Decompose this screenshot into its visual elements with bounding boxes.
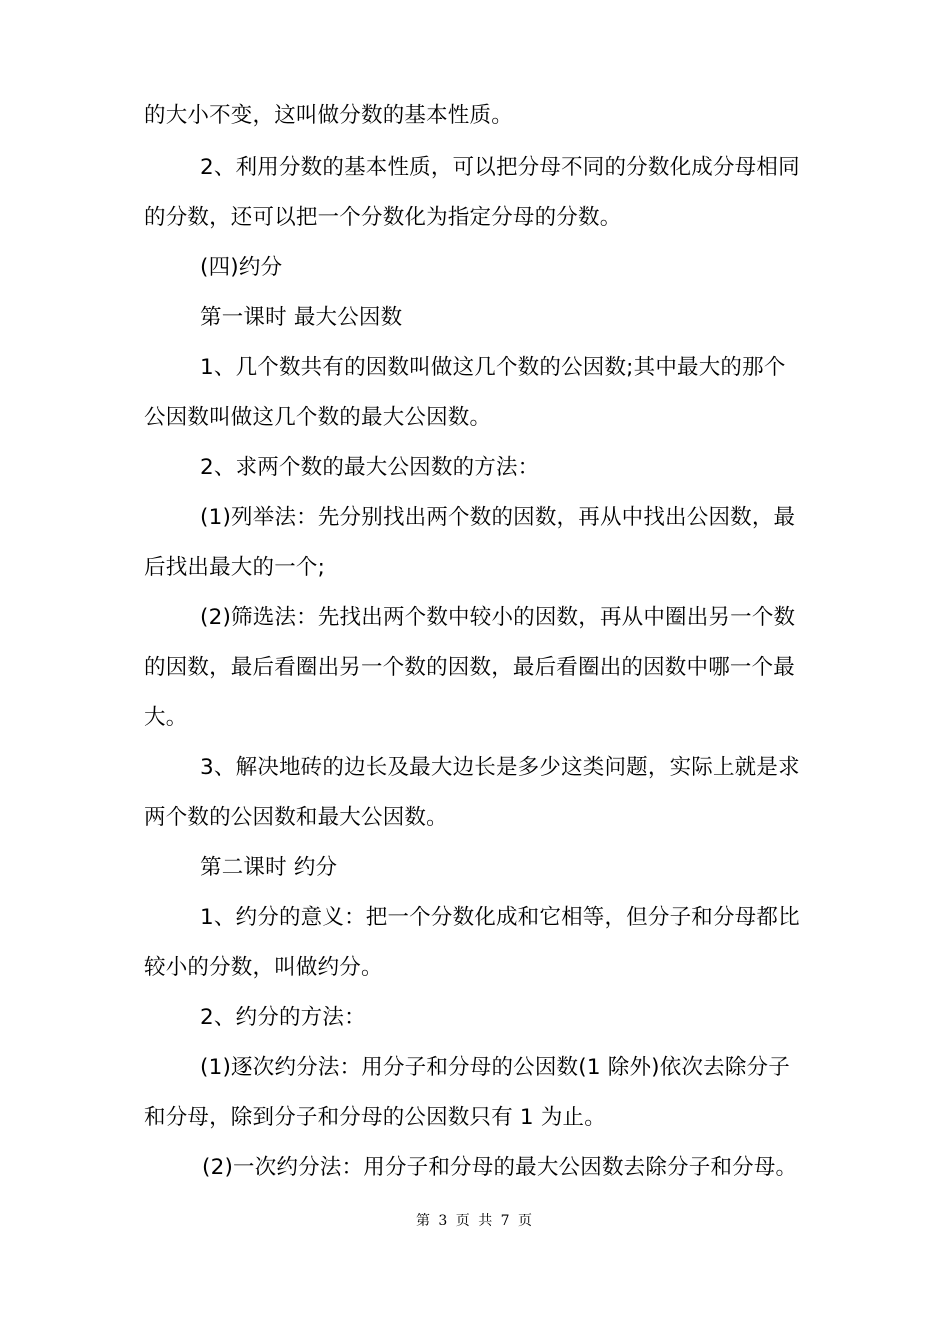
text-line: 1、约分的意义：把一个分数化成和它相等，但分子和分母都比 [200,905,800,930]
text-line: 公因数叫做这几个数的最大公因数。 [144,405,492,430]
lesson-heading: 第二课时 约分 [200,855,338,880]
text-line: 较小的分数，叫做约分。 [144,955,383,980]
lesson-heading: 第一课时 最大公因数 [200,305,403,330]
text-line: 两个数的公因数和最大公因数。 [144,805,448,830]
text-line: 的因数，最后看圈出另一个数的因数，最后看圈出的因数中哪一个最 [144,655,796,680]
page-number-footer: 第 3 页 共 7 页 [415,1213,535,1229]
text-line: (2)一次约分法：用分子和分母的最大公因数去除分子和分母。 [202,1155,798,1180]
text-line: 1、几个数共有的因数叫做这几个数的公因数;其中最大的那个 [200,355,786,380]
text-line: 的分数，还可以把一个分数化为指定分母的分数。 [144,205,622,230]
text-line: 2、约分的方法： [200,1005,366,1030]
text-line: 2、求两个数的最大公因数的方法： [200,455,540,480]
text-line: (1)列举法：先分别找出两个数的因数，再从中找出公因数，最 [200,505,796,530]
section-heading: (四)约分 [200,255,283,280]
text-line: 3、解决地砖的边长及最大边长是多少这类问题，实际上就是求 [200,755,800,780]
text-line: (2)筛选法：先找出两个数中较小的因数，再从中圈出另一个数 [200,605,796,630]
text-line: 后找出最大的一个; [144,555,326,580]
text-line: (1)逐次约分法：用分子和分母的公因数(1 除外)依次去除分子 [200,1055,790,1080]
text-line: 大。 [144,705,188,730]
text-line: 2、利用分数的基本性质，可以把分母不同的分数化成分母相同 [200,155,800,180]
text-line: 的大小不变，这叫做分数的基本性质。 [144,103,513,128]
text-line: 和分母，除到分子和分母的公因数只有 1 为止。 [144,1105,606,1130]
